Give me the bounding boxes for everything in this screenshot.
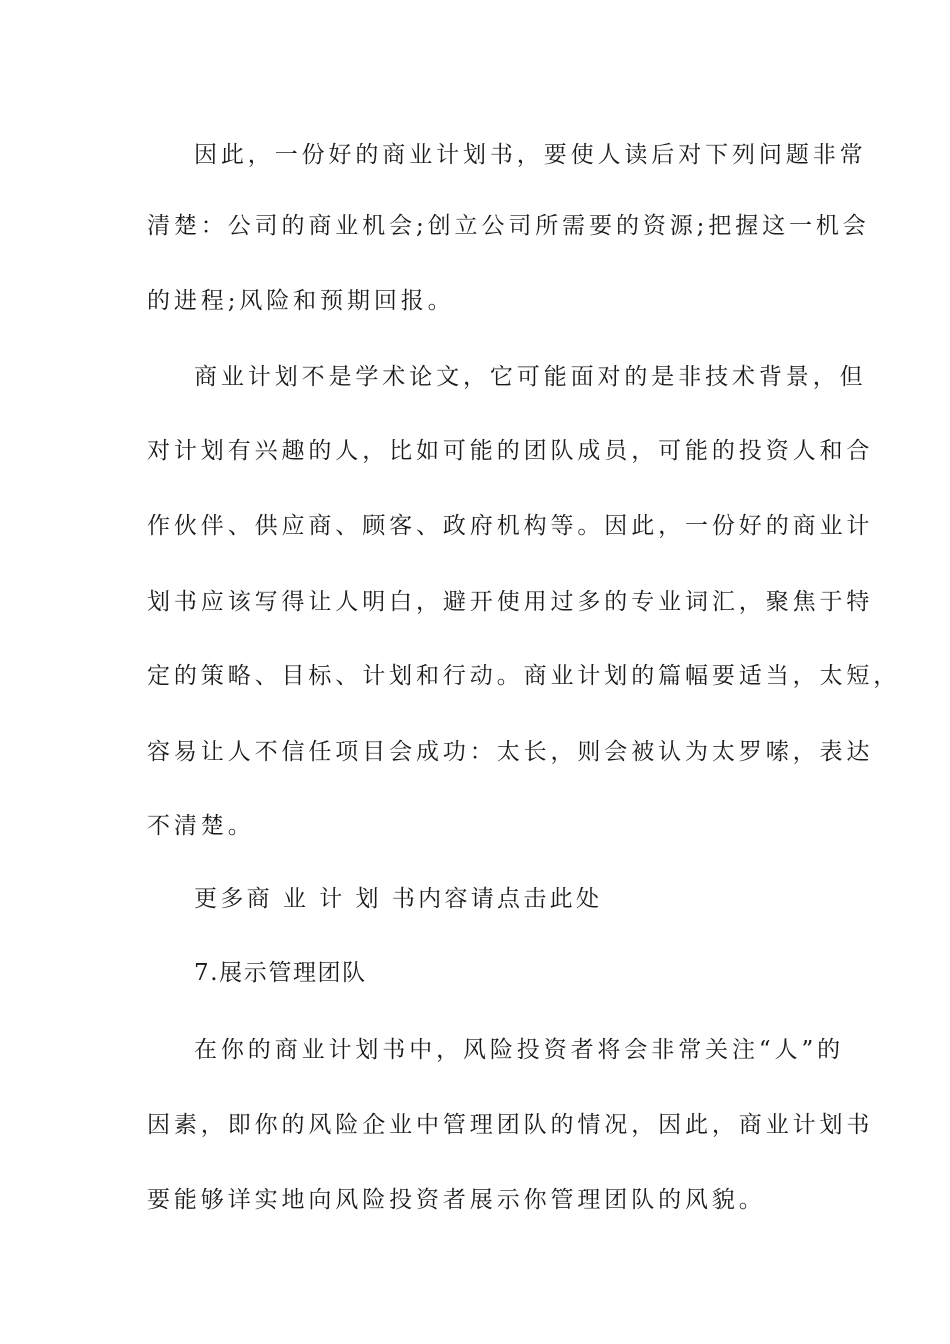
more-link-word-3: 划 — [355, 886, 382, 912]
more-content-link[interactable] — [194, 884, 874, 914]
paragraph-3-line-3: 要能够详实地向风险投资者展示你管理团队的风貌。 — [147, 1187, 766, 1213]
paragraph-1-line-3: 的进程;风险和预期回报。 — [147, 288, 455, 314]
paragraph-3-line-2: 因素，即你的风险企业中管理团队的情况，因此，商业计划书 — [147, 1112, 874, 1138]
paragraph-1-line-2: 清楚：公司的商业机会;创立公司所需要的资源;把握这一机会 — [147, 213, 870, 239]
paragraph-2-line-2: 对计划有兴趣的人，比如可能的团队成员，可能的投资人和合 — [147, 438, 874, 464]
more-link-word-2: 计 — [319, 886, 346, 912]
paragraph-1-line-1: 因此，一份好的商业计划书，要使人读后对下列问题非常 — [194, 142, 867, 168]
more-link-prefix: 更多商 — [194, 886, 273, 912]
paragraph-3-line-1: 在你的商业计划书中，风险投资者将会非常关注“人”的 — [194, 1037, 845, 1063]
section-heading: 7.展示管理团队 — [194, 960, 367, 986]
more-link-suffix: 书内容请点击此处 — [391, 886, 603, 912]
paragraph-2-line-5: 定的策略、目标、计划和行动。商业计划的篇幅要适当，太短， — [147, 663, 901, 689]
paragraph-2-line-3: 作伙伴、供应商、顾客、政府机构等。因此，一份好的商业计 — [147, 513, 874, 539]
more-link-word-1: 业 — [282, 886, 310, 912]
paragraph-2-line-1: 商业计划不是学术论文，它可能面对的是非技术背景，但 — [194, 364, 867, 390]
paragraph-2-line-6: 容易让人不信任项目会成功：太长，则会被认为太罗嗦，表达 — [147, 739, 874, 765]
paragraph-2-line-7: 不清楚。 — [147, 813, 255, 839]
paragraph-2-line-4: 划书应该写得让人明白，避开使用过多的专业词汇，聚焦于特 — [147, 589, 874, 615]
